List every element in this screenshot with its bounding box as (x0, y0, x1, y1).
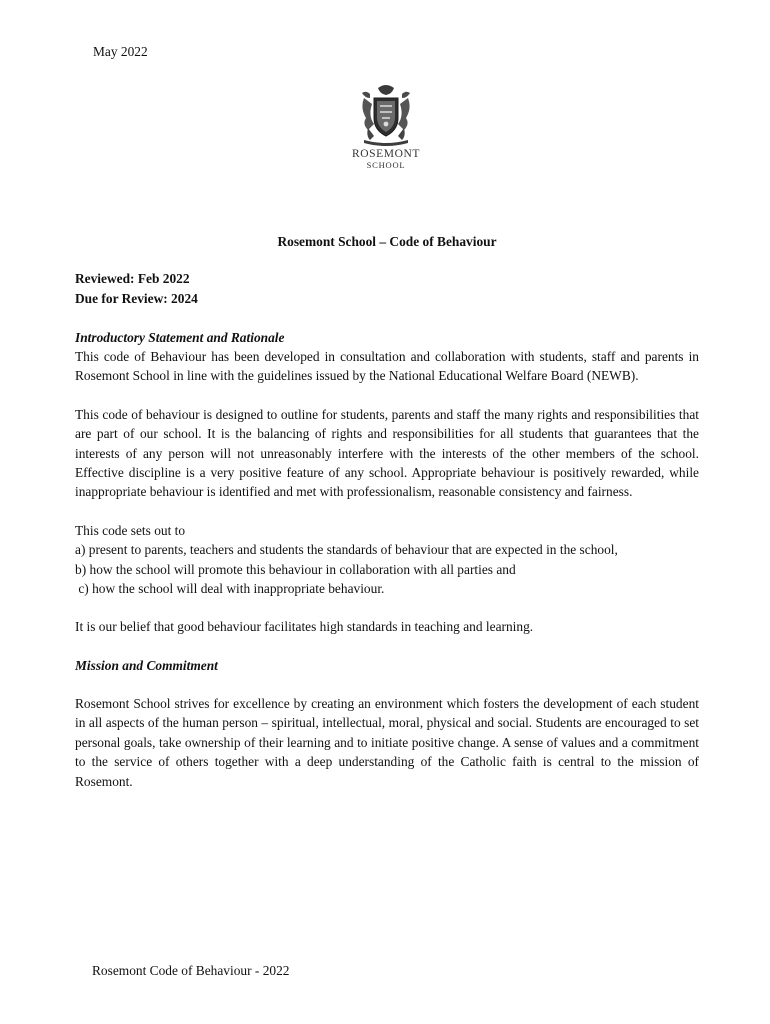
document-date: May 2022 (93, 44, 148, 59)
logo-school-name: ROSEMONT (351, 148, 421, 160)
belief-statement: It is our belief that good behaviour facilitates high standards in teaching and learning. (75, 619, 534, 635)
document-title: Rosemont School – Code of Behaviour (277, 234, 497, 249)
code-item-b: b) how the school will promote this behaviour in collaboration with all parties and (75, 561, 516, 577)
reviewed-date: Reviewed: Feb 2022 (75, 271, 190, 286)
document-body (75, 232, 699, 791)
section-heading-mission: Mission and Commitment (75, 657, 218, 673)
code-intro: This code sets out to (75, 522, 186, 538)
code-item-c: c) how the school will deal with inappropriate behaviour. (75, 581, 385, 597)
due-review-date: Due for Review: 2024 (75, 291, 198, 306)
paragraph-mission: Rosemont School strives for excellence by creating an environment which fosters the development of each student in all aspects of the human person – spiritual, intellectual, moral, physical and social. Students are encouraged to set personal goals, take ownership of their learning and to initiate positive change. A sense of values and a commitment to the service of others together with a deep understanding of the Catholic faith is central to the mission of Rosemont. (75, 695, 699, 789)
paragraph-rights-responsibilities: This code of behaviour is designed to outline for students, parents and staff the many rights and responsibilities that are part of our school. It is the balancing of rights and responsibilities for all students that guarantees that the interests of any person will not unreasonably interfere with the interests of the other members of the school. Effective discipline is a very positive feature of any school. Appropriate behaviour is positively rewarded, while inappropriate behaviour is identified and met with professionalism, reasonable consistency and fairness. (75, 406, 699, 500)
logo-school-subtitle: SCHOOL (366, 160, 406, 170)
code-item-a: a) present to parents, teachers and students the standards of behaviour that are expected in the school, (75, 542, 618, 558)
page-footer: Rosemont Code of Behaviour - 2022 (92, 963, 290, 978)
paragraph-consultation: This code of Behaviour has been developed in consultation and collaboration with students, staff and parents in Rosemont School in line with the guidelines issued by the National Educational Welfare Board (NEWB). (75, 349, 699, 384)
school-crest-logo (343, 84, 429, 180)
section-heading-introductory: Introductory Statement and Rationale (75, 330, 285, 345)
crest-icon (356, 84, 416, 146)
